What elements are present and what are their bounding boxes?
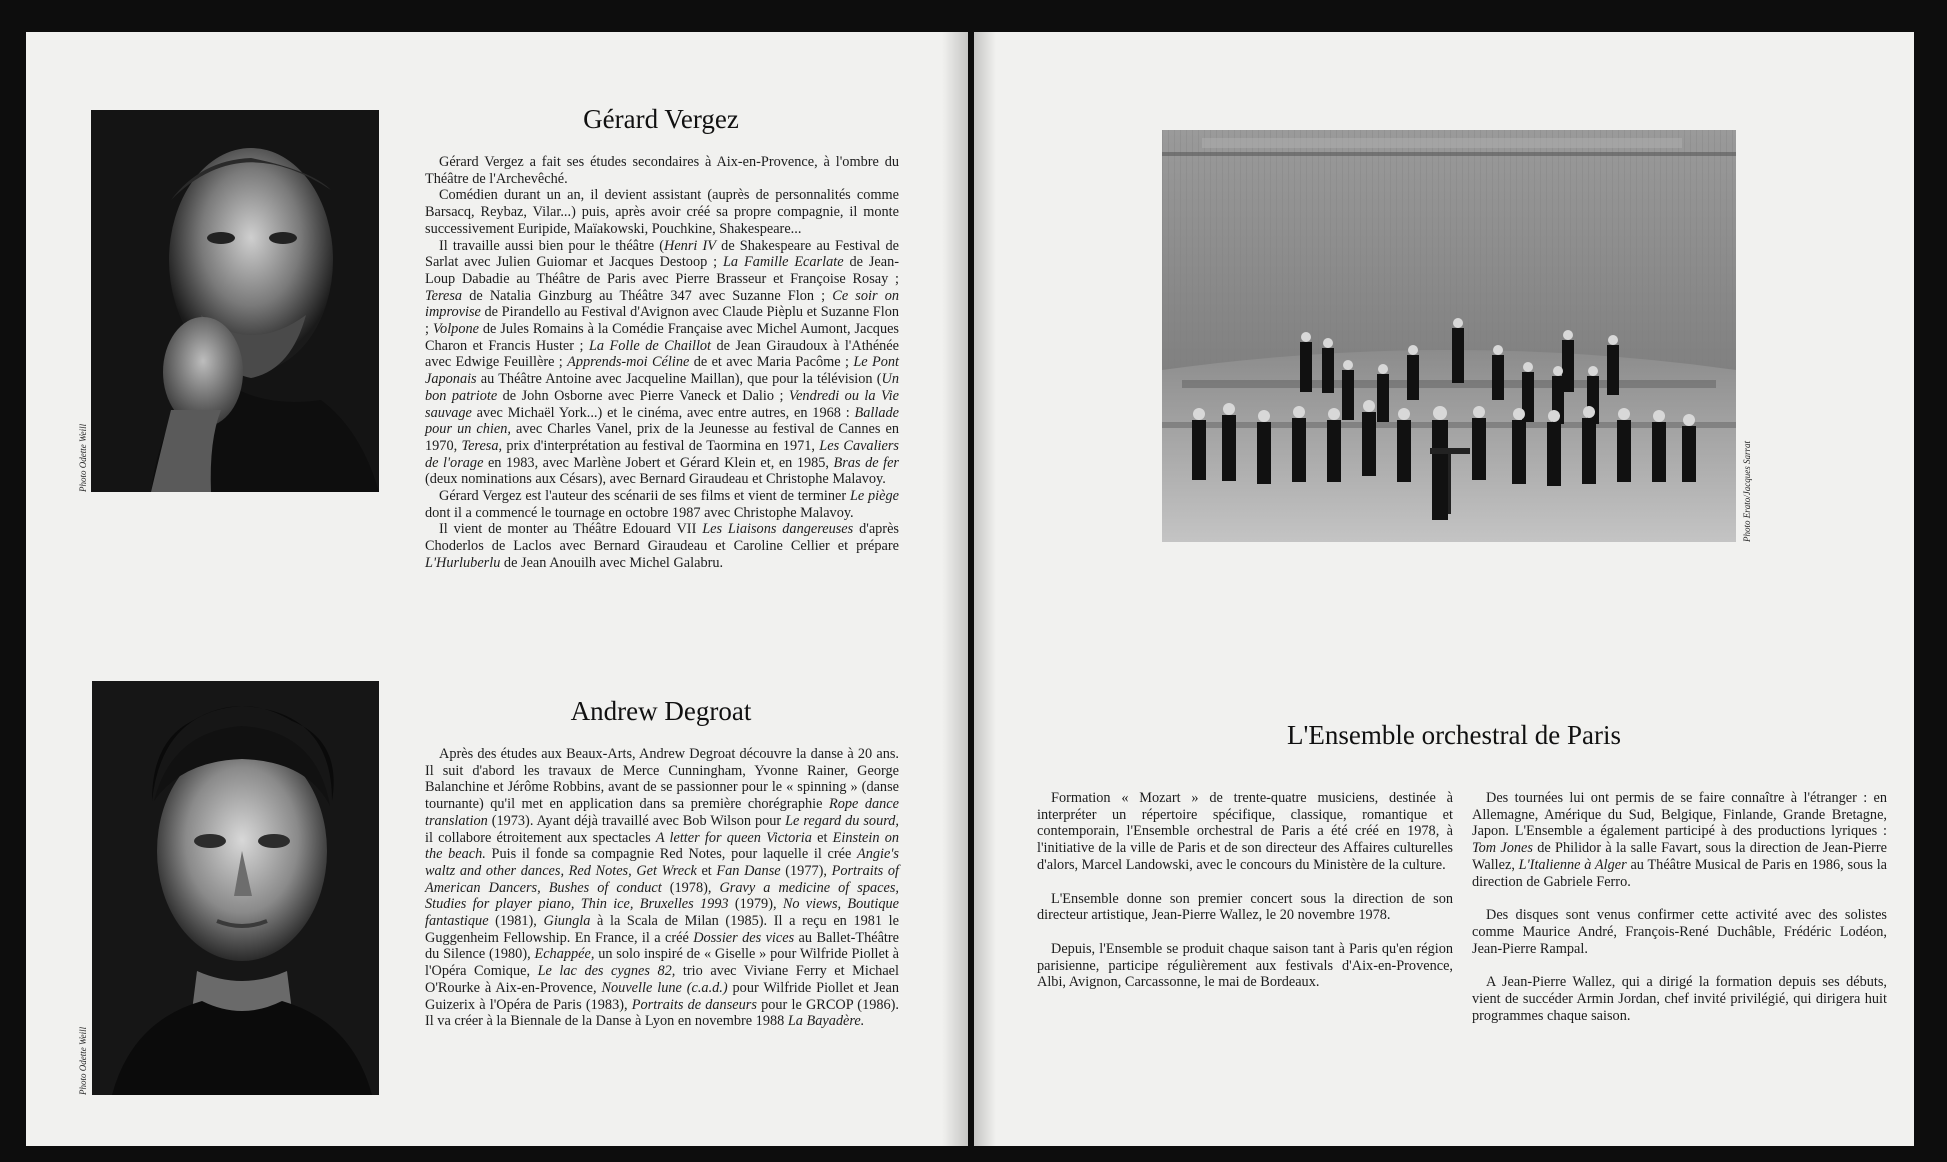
paragraph: A Jean-Pierre Wallez, qui a dirigé la formation depuis ses débuts, vient de succéder Armin Jordan, chef invité privilégié, qui dirigera huit programmes chaque saison. (1472, 974, 1887, 1024)
photo-credit: Photo Odette Weill (78, 1026, 88, 1095)
paragraph-part: Des tournées lui ont permis de se faire connaître à l'étranger : en Allemagne, Amérique du Sud, Belgique, Finlande, Grande Bretagne, Japon. L'Ensemble a également participé à des productions lyriques : (1472, 790, 1887, 840)
section-title-ensemble: L'Ensemble orchestral de Paris (1286, 720, 1621, 750)
paragraph (1472, 790, 1887, 890)
italic-title: Le lac des cygnes 82, (537, 963, 676, 980)
right-page (974, 32, 1914, 1146)
paragraph: Gérard Vergez a fait ses études secondaires à Aix-en-Provence, à l'ombre du Théâtre de l'Archevêché. (425, 154, 899, 187)
paragraph-part: Tom Jones de Philidor à la salle Favart, sous la direction de Jean-Pierre Wallez, L'Italienne à Alger au Théâtre Musical de Paris en 1986, sous la direction de Gabriele Ferro. (1472, 840, 1888, 890)
ensemble-text-col1 (1037, 790, 1453, 991)
paragraph: Formation « Mozart » de trente-quatre musiciens, destinée à interpréter un répertoire spécifique, classique, romantique et contemporain, l'Ensemble orchestral de Paris a été créé en 1978, à l'initiative de la ville de Paris et de son directeur des Affaires culturelles d'alors, Marcel Landowski, avec le concours du Ministère de la culture. (1037, 790, 1453, 873)
italic-title: Les Cavaliers de l'orage (425, 437, 899, 471)
italic-title: Bras de fer (833, 454, 899, 471)
bio-text-degroat (425, 746, 899, 1030)
italic-title: Gravy a medicine of spaces, Studies for player piano, Thin ice, Bruxelles 1993 (425, 879, 899, 913)
section-title-vergez: Gérard Vergez (583, 104, 739, 134)
paragraph: Il travaille aussi bien pour le théâtre (Henri IV de Shakespeare au Festival de Sarlat avec Julien Guiomar et Jacques Destoop ; La Famille Ecarlate de Jean-Loup Dabadie au Théâtre de Paris avec Pierre Brasseur et Françoise Rosay ; Teresa de Natalia Ginzburg au Théâtre 347 avec Suzanne Flon ; Ce soir on improvise de Pirandello au Festival d'Avignon avec Claude Pièplu et Suzanne Flon ; Volpone de Jules Romains à la Comédie Française avec Michel Aumont, Jacques Charon et Francis Huster ; La Folle de Chaillot de Jean Giraudoux à l'Athénée avec Edwige Feuillère ; Apprends-moi Céline de et avec Maria Pacôme ; Le Pont Japonais au Théâtre Antoine avec Jacqueline Maillan), que pour la télévision (Un bon patriote de John Osborne avec Pierre Vaneck et Dalio ; Vendredi ou la Vie sauvage avec Michaël York...) et le cinéma, avec entre autres, en 1968 : Ballade pour un chien, avec Charles Vanel, prix de la Jeunesse au festival de Cannes en 1970, Teresa, prix d'interprétation au festival de Taormina en 1971, Les Cavaliers de l'orage en 1983, avec Marlène Jobert et Gérard Klein et, en 1985, Bras de fer (deux nominations aux Césars), avec Bernard Giraudeau et Christophe Malavoy. (425, 237, 900, 488)
italic-title: L'Italienne à Alger (1518, 856, 1627, 873)
italic-title: Portraits of American Dancers, Bushes of conduct (425, 862, 900, 896)
italic-title: Ballade pour un chien, (425, 404, 899, 438)
gutter-shadow (974, 32, 996, 1146)
italic-title: Giungla (543, 913, 591, 930)
italic-title: Portraits de danseurs (631, 996, 757, 1013)
ensemble-text-col2 (1472, 790, 1887, 1024)
italic-title: Angie's waltz and other dances, Red Notes, Get Wreck (425, 846, 899, 879)
italic-title: La Famille Ecarlate (722, 254, 844, 271)
italic-title: L'Hurluberlu (425, 554, 501, 571)
section-title-degroat: Andrew Degroat (570, 696, 752, 726)
italic-title: No views, Boutique fantastique (425, 896, 899, 930)
italic-title: Un bon patriote (425, 371, 899, 404)
bio-text-vergez (425, 154, 899, 572)
italic-title: Le regard du sourd, (785, 812, 899, 829)
portrait-photo-degroat (92, 681, 379, 1095)
italic-title: La Bayadère. (787, 1013, 865, 1030)
italic-title: Rope dance translation (425, 796, 899, 829)
italic-title: Apprends-moi Céline (567, 354, 690, 371)
gutter-shadow (942, 32, 968, 1146)
paragraph: Après des études aux Beaux-Arts, Andrew Degroat découvre la danse à 20 ans. Il suit d'abord les travaux de Merce Cunningham, Yvonne Rainer, George Balanchine et Jérôme Robbins, avant de se passionner pour le « spinning » (danse tournante) qu'il met en application dans sa première chorégraphie Rope dance translation (1973). Ayant déjà travaillé avec Bob Wilson pour Le regard du sourd, il collabore étroitement aux spectacles A letter for queen Victoria et Einstein on the beach. Puis il fonde sa compagnie Red Notes, pour laquelle il crée Angie's waltz and other dances, Red Notes, Get Wreck et Fan Danse (1977), Portraits of American Dancers, Bushes of conduct (1978), Gravy a medicine of spaces, Studies for player piano, Thin ice, Bruxelles 1993 (1979), No views, Boutique fantastique (1981), Giungla à la Scala de Milan (1985). Il a reçu en 1981 le Guggenheim Fellowship. En France, il a créé Dossier des vices au Ballet-Théâtre du Silence (1980), Echappée, un solo inspiré de « Giselle » pour Wilfride Piollet à l'Opéra Comique, Le lac des cygnes 82, trio avec Viviane Ferry et Michael O'Rourke à Aix-en-Provence, Nouvelle lune (c.a.d.) pour Wilfride Piollet et Jean Guizerix à l'Opéra de Paris (1983), Portraits de danseurs pour le GRCOP (1986). Il va créer à la Biennale de la Danse à Lyon en novembre 1988 La Bayadère. (425, 746, 900, 1030)
paragraph: Comédien durant un an, il devient assistant (auprès de personnalités comme Barsacq, Reybaz, Vilar...) puis, après avoir créé sa propre compagnie, il monte successivement Euripide, Maïakowski, Pouchkine, Shakespeare... (425, 187, 899, 237)
italic-title: Henri IV (664, 237, 717, 254)
paragraph: Depuis, l'Ensemble se produit chaque saison tant à Paris qu'en région parisienne, participe régulièrement aux festivals d'Aix-en-Provence, Albi, Avignon, Carcassonne, le mai de Bordeaux. (1037, 940, 1453, 991)
italic-title: Echappée, (534, 946, 595, 963)
italic-title: Nouvelle lune (c.a.d.) (601, 979, 728, 996)
italic-title: Les Liaisons dangereuses (702, 521, 854, 538)
paragraph: Gérard Vergez est l'auteur des scénarii de ses films et vient de terminer Le piège dont il a commencé le tournage en octobre 1987 avec Christophe Malavoy. (425, 488, 899, 521)
italic-title: Volpone (432, 321, 479, 338)
italic-title: Vendredi ou la Vie sauvage (425, 387, 899, 421)
italic-title: Teresa (425, 287, 463, 304)
photo-credit: Photo Odette Weill (78, 423, 88, 492)
italic-title: Dossier des vices (693, 929, 795, 946)
paragraph: L'Ensemble donne son premier concert sous la direction de son directeur artistique, Jean-Pierre Wallez, le 20 novembre 1978. (1037, 890, 1453, 924)
italic-title: Le Pont Japonais (425, 354, 900, 388)
italic-title: La Folle de Chaillot (588, 337, 712, 354)
paragraph: Des disques sont venus confirmer cette activité avec des solistes comme Maurice André, François-René Duchâble, Frédéric Lodéon, Jean-Pierre Rampal. (1472, 907, 1887, 957)
italic-title: Ce soir on improvise (425, 287, 899, 321)
paragraph: Il vient de monter au Théâtre Edouard VII Les Liaisons dangereuses d'après Choderlos de Laclos avec Bernard Giraudeau et Caroline Cellier et prépare L'Hurluberlu de Jean Anouilh avec Michel Galabru. (425, 521, 899, 571)
portrait-photo-vergez (91, 110, 379, 492)
italic-title: A letter for queen Victoria (655, 829, 812, 846)
orchestra-photo (1162, 130, 1736, 542)
photo-credit: Photo Erato/Jacques Sarrat (1742, 441, 1752, 542)
left-page (26, 32, 968, 1146)
italic-title: Tom Jones (1472, 840, 1533, 857)
italic-title: Teresa, (461, 437, 503, 454)
italic-title: Einstein on the beach. (425, 829, 900, 863)
italic-title: Le piège (849, 488, 899, 505)
italic-title: Fan Danse (716, 862, 781, 879)
